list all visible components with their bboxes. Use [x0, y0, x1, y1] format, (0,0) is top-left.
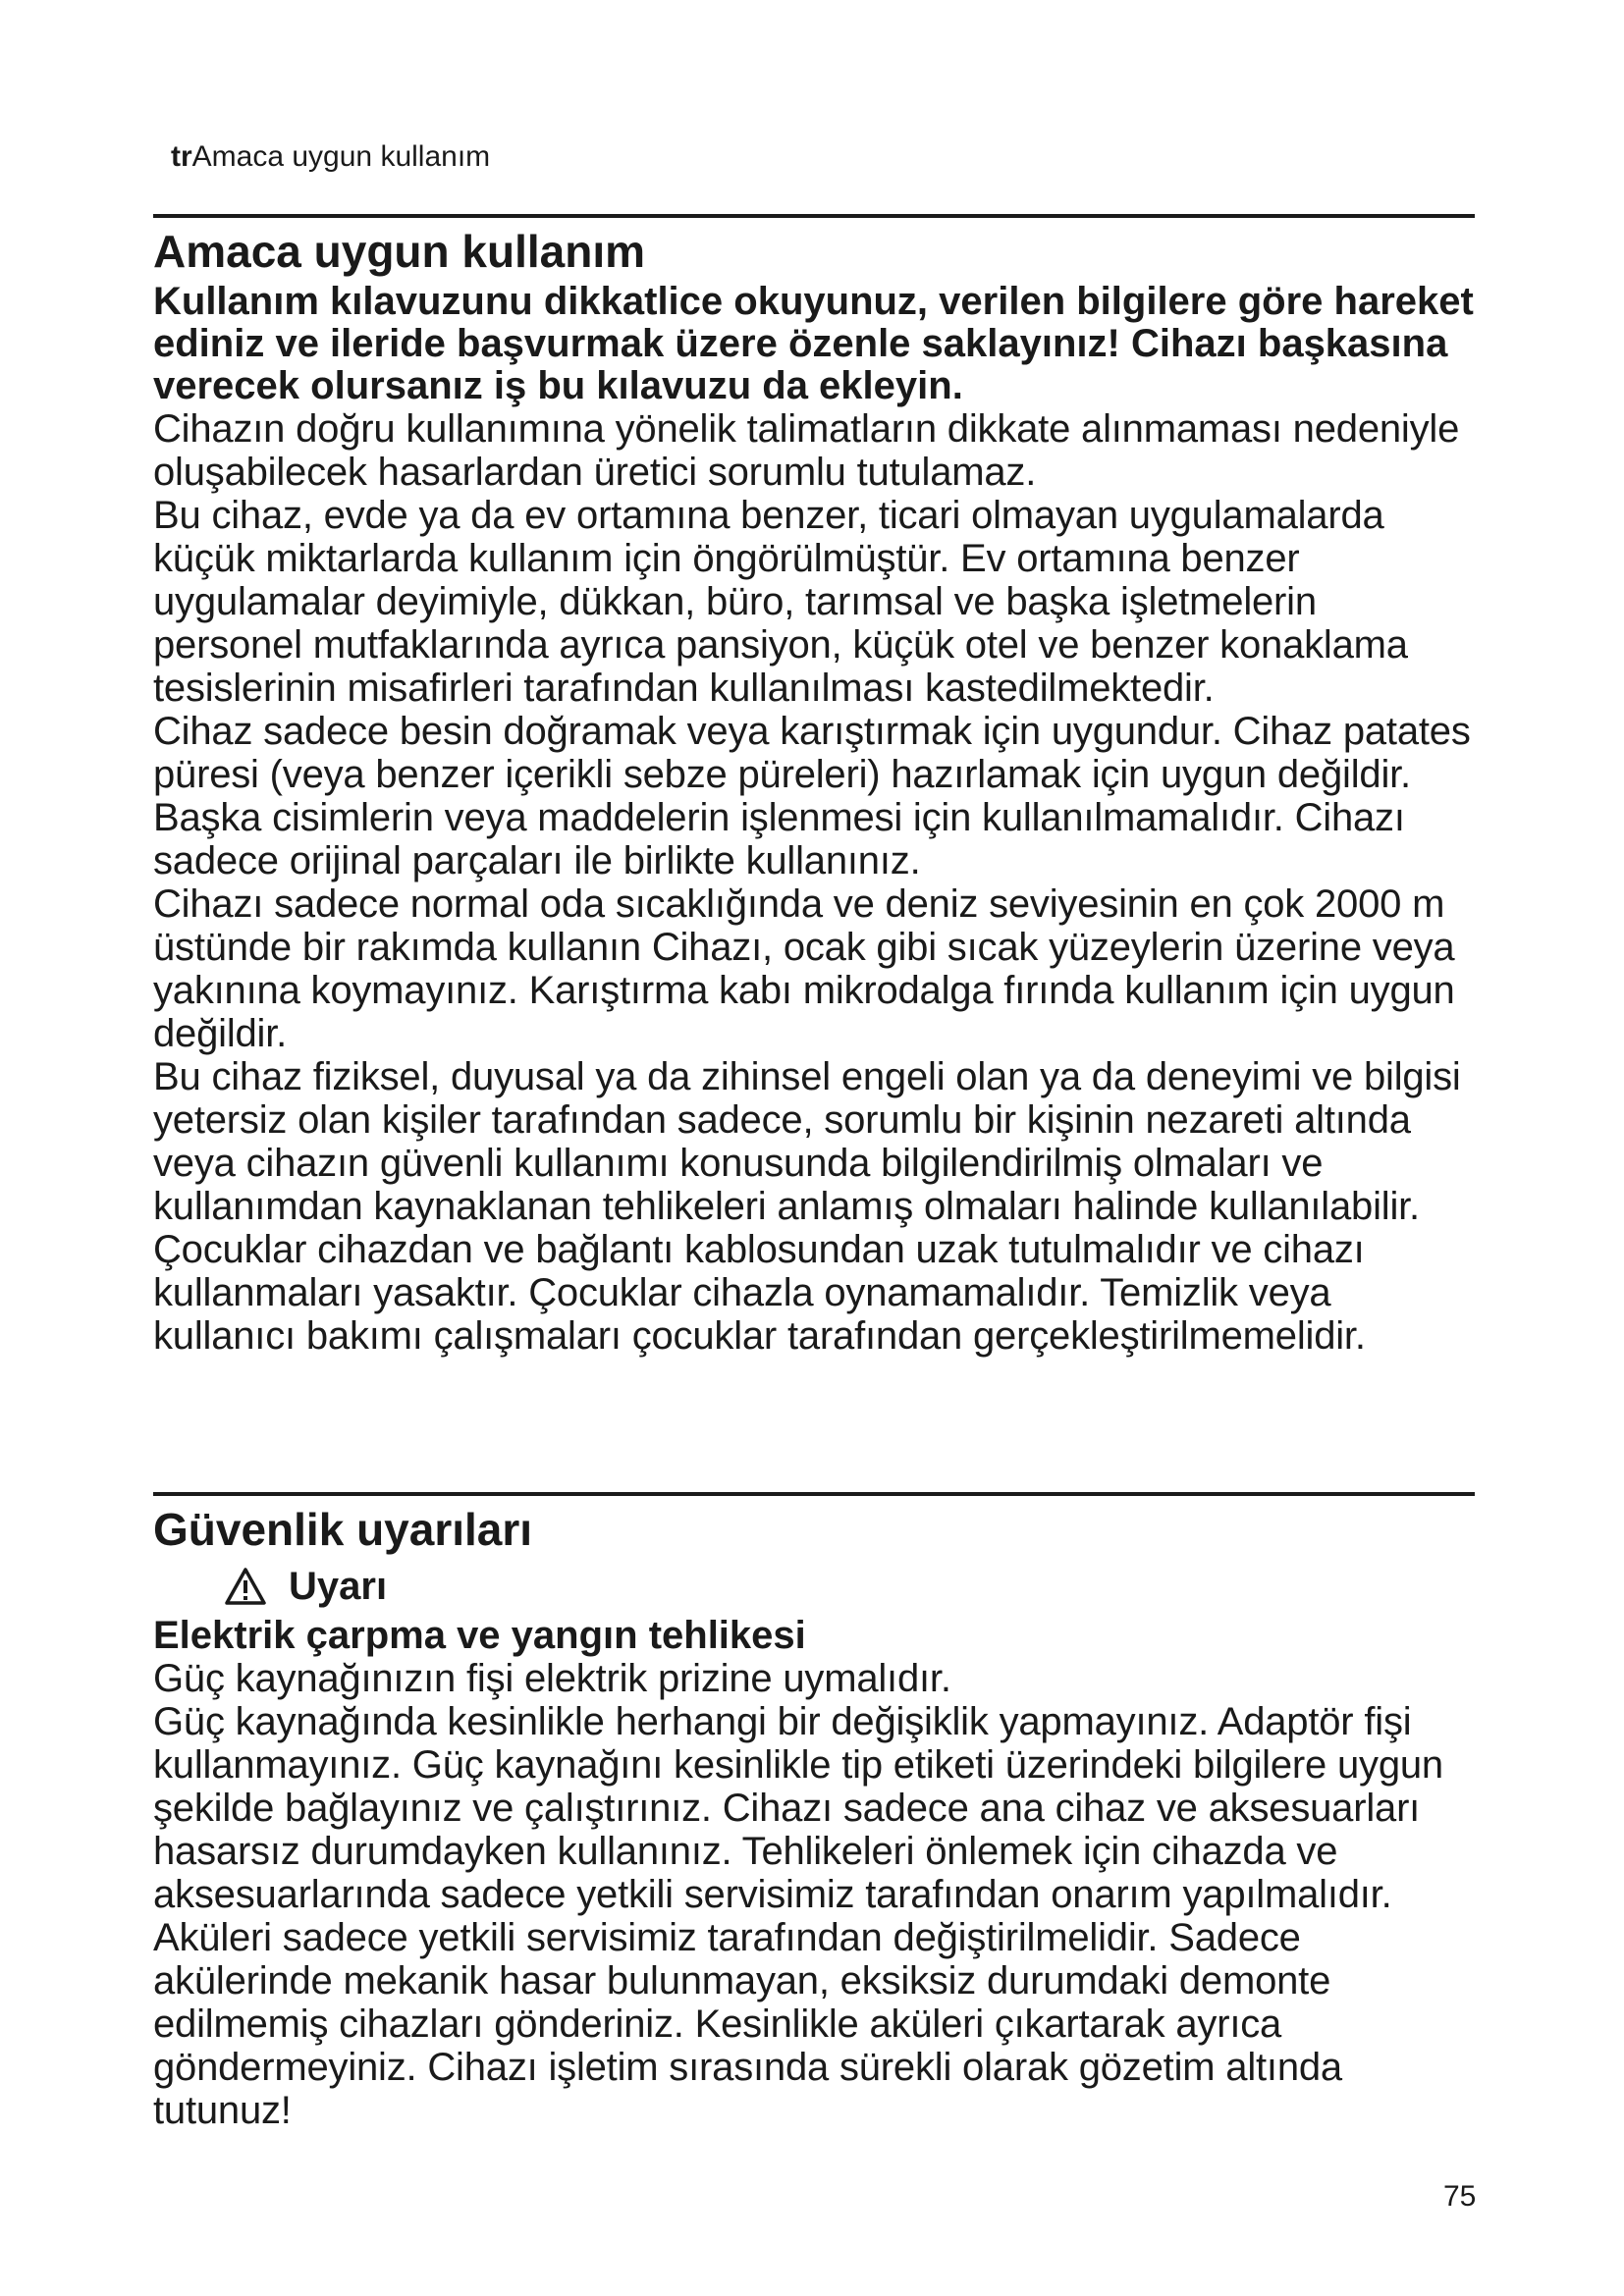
paragraph: Cihazın doğru kullanımına yönelik talimatların dikkate alınmaması nedeniyle oluşabilecek hasarlardan üretici sorumlu tutulamaz.: [153, 407, 1460, 494]
running-header-title: Amaca uygun kullanım: [191, 140, 491, 173]
section-title: Güvenlik uyarıları: [153, 1504, 533, 1555]
language-code: tr: [171, 140, 192, 173]
paragraph: Güç kaynağınızın fişi elektrik prizine uymalıdır.: [153, 1657, 951, 1700]
paragraph: Cihaz sadece besin doğramak veya karıştırmak için uygundur. Cihaz patates püresi (veya benzer içerikli sebze püreleri) hazırlamak için uygun değildir. Başka cisimlerin veya maddelerin işlenmesi için kullanılmamalıdır. Cihazı sadece orijinal parçaları ile birlikte kullanınız.: [153, 710, 1471, 882]
running-header: [171, 137, 490, 177]
section-title: Amaca uygun kullanım: [153, 226, 646, 277]
paragraph: Bu cihaz, evde ya da ev ortamına benzer, ticari olmayan uygulamalarda küçük miktarlarda kullanım için öngörülmüştür. Ev ortamına benzer uygulamalar deyimiyle, dükkan, büro, tarımsal ve başka işletmelerin personel mutfaklarında ayrıca pansiyon, küçük otel ve benzer konaklama tesislerinin misafirleri tarafından kullanılması kastedilmektedir.: [153, 494, 1408, 710]
intro-instruction: Kullanım kılavuzunu dikkatlice okuyunuz, verilen bilgilere göre hareket ediniz ve ileride başvurmak üzere özenle saklayınız! Cihazı başkasına verecek olursanız iş bu kılavuzu da ekleyin.: [153, 280, 1474, 407]
section-safety-warnings: [153, 1500, 1475, 2132]
hazard-title: Elektrik çarpma ve yangın tehlikesi: [153, 1614, 806, 1657]
page-number: 75: [1443, 2180, 1477, 2213]
paragraph: Bu cihaz fiziksel, duyusal ya da zihinsel engeli olan ya da deneyimi ve bilgisi yetersiz olan kişiler tarafından sadece, sorumlu bir kişinin nezareti altında veya cihazın güvenli kullanımı konusunda bilgilendirilmiş olmaları ve kullanımdan kaynaklanan tehlikeleri anlamış olmaları halinde kullanılabilir. Çocuklar cihazdan ve bağlantı kablosundan uzak tutulmalıdır ve cihazı kullanmaları yasaktır. Çocuklar cihazla oynamamalıdır. Temizlik veya kullanıcı bakımı çalışmaları çocuklar tarafından gerçekleştirilmemelidir.: [153, 1055, 1461, 1358]
paragraph: Güç kaynağında kesinlikle herhangi bir değişiklik yapmayınız. Adaptör fişi kullanmayınız. Güç kaynağını kesinlikle tip etiketi üzerindeki bilgilere uygun şekilde bağlayınız ve çalıştırınız. Cihazı sadece ana cihaz ve aksesuarları hasarsız durumdayken kullanınız. Tehlikeleri önlemek için cihazda ve aksesuarlarında sadece yetkili servisimiz tarafından onarım yapılmalıdır. Aküleri sadece yetkili servisimiz tarafından değiştirilmelidir. Sadece akülerinde mekanik hasar bulunmayan, eksiksiz durumdaki demonte edilmemiş cihazları gönderiniz. Kesinlikle aküleri çıkartarak ayrıca göndermeyiniz. Cihazı işletim sırasında sürekli olarak gözetim altında tutunuz!: [153, 1700, 1443, 2132]
section-divider: [153, 214, 1475, 218]
warning-triangle-icon: [224, 1567, 267, 1606]
warning-label: Uyarı: [289, 1565, 388, 1608]
section-intended-use: [153, 222, 1475, 1358]
warning-header: [224, 1559, 1475, 1614]
paragraph: Cihazı sadece normal oda sıcaklığında ve deniz seviyesinin en çok 2000 m üstünde bir rakımda kullanın Cihazı, ocak gibi sıcak yüzeylerin üzerine veya yakınına koymayınız. Karıştırma kabı mikrodalga fırında kullanım için uygun değildir.: [153, 882, 1455, 1055]
section-divider: [153, 1492, 1475, 1496]
